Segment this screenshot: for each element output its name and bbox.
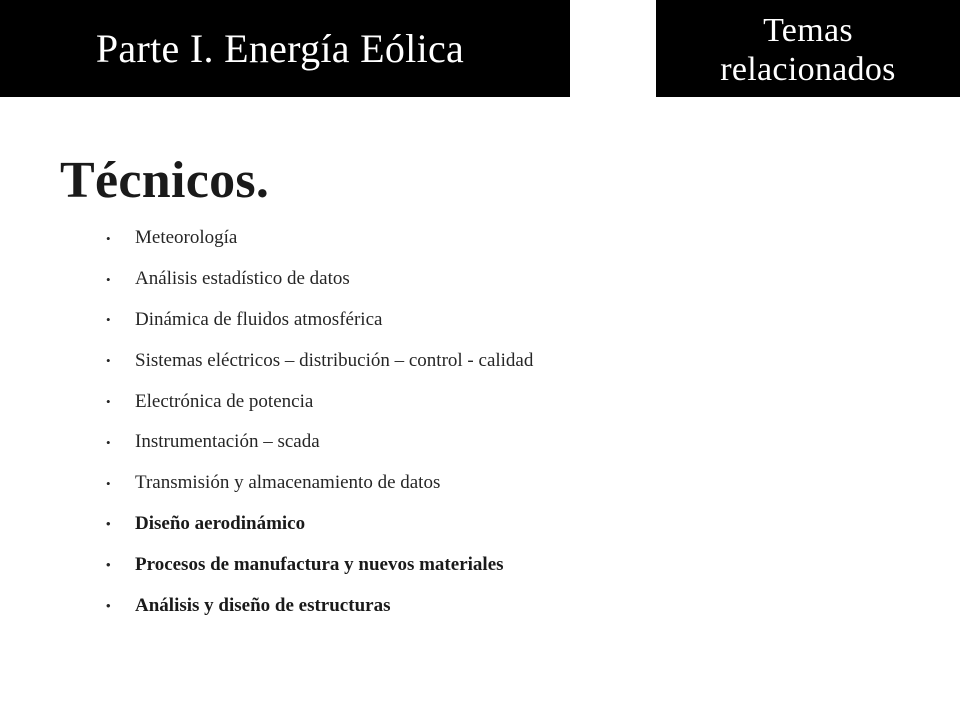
bullet-icon: • (106, 475, 111, 491)
list-item (106, 422, 533, 463)
list-item-label: Diseño aerodinámico (135, 512, 306, 534)
bullet-icon: • (106, 394, 111, 410)
list-item-label: Sistemas eléctricos – distribución – control - calidad (135, 349, 534, 371)
list-item-emphasized (106, 544, 533, 585)
bullet-icon: • (106, 353, 111, 369)
bullet-icon: • (106, 312, 111, 328)
list-item-label: Meteorología (135, 227, 238, 249)
list-item-label: Análisis estadístico de datos (135, 268, 350, 290)
list-item-label: Instrumentación – scada (135, 431, 320, 453)
list-item (106, 340, 533, 381)
list-item (106, 259, 533, 300)
bullet-icon: • (106, 516, 111, 532)
section-title: Técnicos. (60, 152, 270, 209)
header-title: Parte I. Energía Eólica (95, 26, 465, 71)
topic-list (106, 218, 533, 626)
bullet-icon: • (106, 434, 111, 450)
related-topics-box (656, 0, 960, 97)
list-item (106, 218, 533, 259)
list-item-label: Dinámica de fluidos atmosférica (135, 308, 383, 330)
list-item (106, 463, 533, 504)
list-item-label: Electrónica de potencia (135, 390, 314, 412)
list-item-emphasized (106, 504, 533, 545)
list-item-label: Análisis y diseño de estructuras (135, 594, 391, 616)
bullet-icon: • (106, 271, 111, 287)
bullet-icon: • (106, 230, 111, 246)
list-item-label: Procesos de manufactura y nuevos materiales (135, 553, 504, 575)
bullet-icon: • (106, 557, 111, 573)
list-item-emphasized (106, 585, 533, 626)
list-item (106, 381, 533, 422)
list-item-label: Transmisión y almacenamiento de datos (135, 472, 441, 494)
related-topics-line-1: Temas (763, 11, 853, 49)
header-title-bar (0, 0, 570, 97)
list-item (106, 300, 533, 341)
bullet-icon: • (106, 598, 111, 614)
related-topics-line-2: relacionados (720, 50, 896, 88)
